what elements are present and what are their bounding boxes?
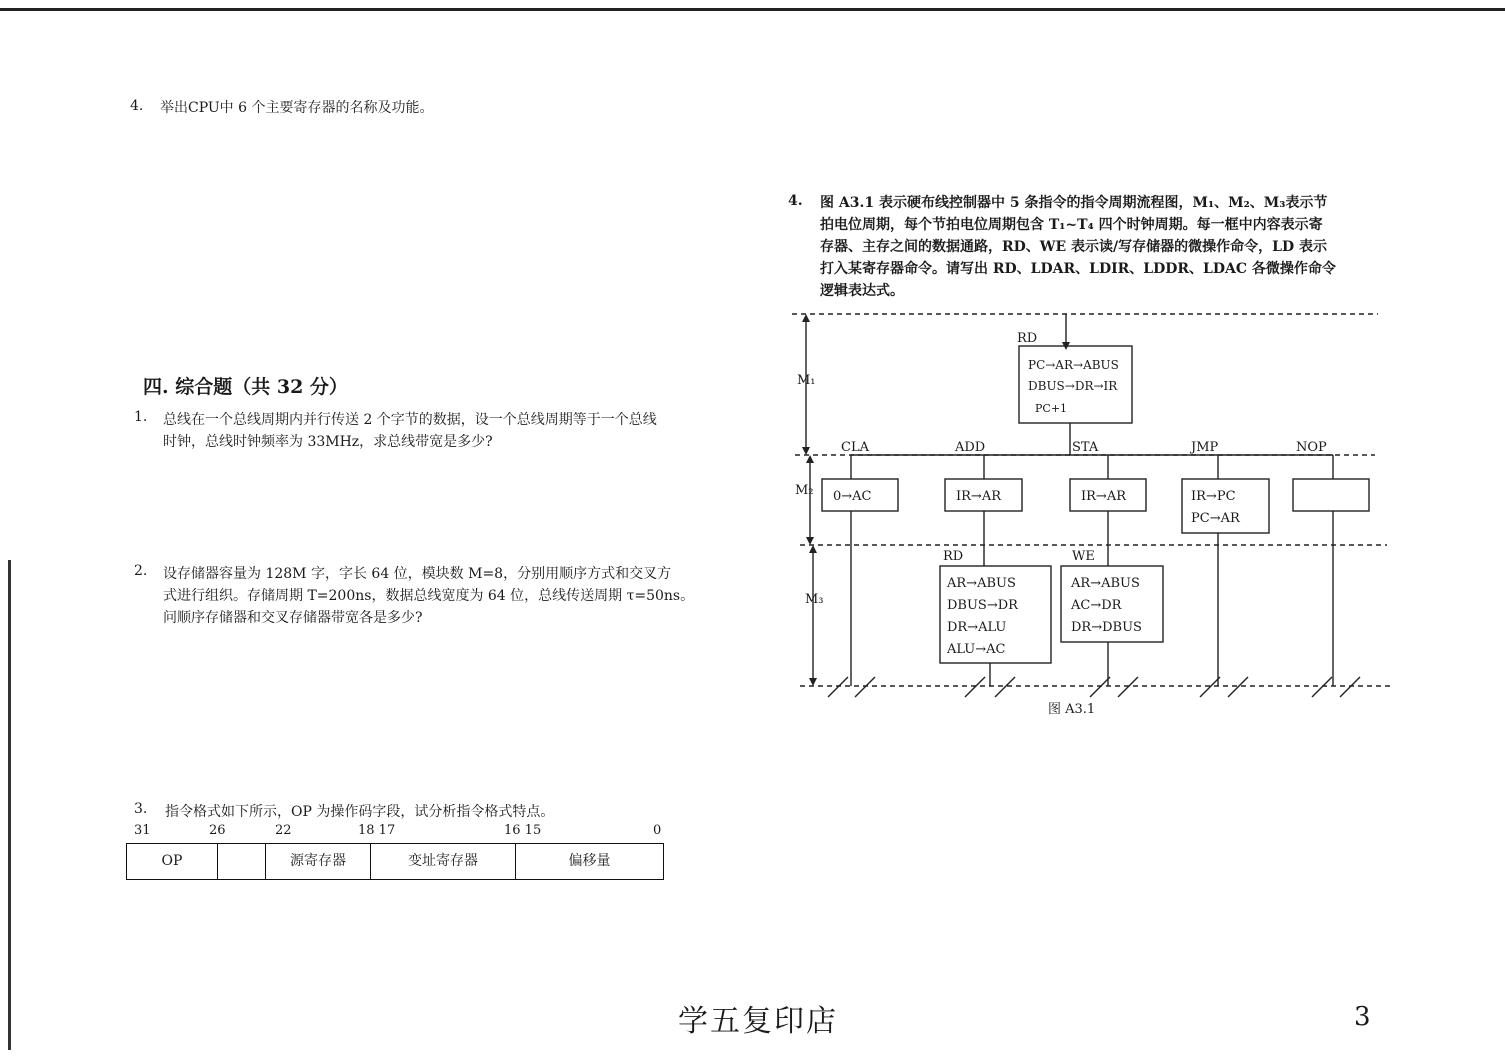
m3-sta-line-1: AR→ABUS (1071, 576, 1140, 591)
bit-label-22: 22 (275, 823, 292, 838)
question-2-line-2: 式进行组织。存储周期 T=200ns，数据总线宽度为 64 位，总线传送周期 τ=50ns。 (163, 588, 695, 604)
m3-add-line-2: DBUS→DR (947, 598, 1018, 613)
m3-sta-line-2: AC→DR (1071, 598, 1122, 613)
fetch-box-line-3: PC+1 (1035, 402, 1068, 415)
right-q4-line-1: 图 A3.1 表示硬布线控制器中 5 条指令的指令周期流程图，M₁、M₂、M₃表示节 (820, 195, 1328, 211)
section-title: 四. 综合题（共 32 分） (143, 376, 348, 398)
question-2-number: 2. (134, 563, 148, 579)
question-2-line-3: 问顺序存储器和交叉存储器带宽各是多少? (163, 610, 423, 626)
instr-label-add: ADD (955, 440, 986, 455)
phase-label-m3: M₃ (805, 592, 824, 607)
m2-box-nop (1293, 479, 1369, 511)
figure-caption: 图 A3.1 (1048, 702, 1096, 717)
m3-signal-rd: RD (943, 549, 964, 564)
m2-jmp-text-2: PC→AR (1191, 511, 1240, 526)
bit-label-26: 26 (209, 823, 226, 838)
question-1-line-2: 时钟，总线时钟频率为 33MHz，求总线带宽是多少? (163, 434, 493, 450)
m1-arrow-down (802, 447, 810, 455)
instr-label-nop: NOP (1296, 440, 1327, 455)
right-q4-line-3: 存器、主存之间的数据通路，RD、WE 表示读/写存储器的微操作命令，LD 表示 (820, 239, 1328, 255)
m3-signal-we: WE (1072, 549, 1095, 564)
right-q4-line-4: 打入某寄存器命令。请写出 RD、LDAR、LDIR、LDDR、LDAC 各微操作命令 (820, 261, 1336, 277)
question-3-text: 指令格式如下所示，OP 为操作码字段，试分析指令格式特点。 (165, 804, 555, 820)
m3-add-line-3: DR→ALU (947, 620, 1007, 635)
phase-label-m2: M₂ (795, 483, 814, 498)
instr-label-cla: CLA (841, 440, 869, 455)
ground-hatch (1200, 677, 1220, 697)
instr-label-jmp: JMP (1191, 440, 1219, 455)
m2-arrow-up (806, 455, 814, 463)
field-op: OP (127, 844, 218, 879)
bit-label-0: 0 (653, 823, 662, 838)
question-3-number: 3. (134, 801, 148, 817)
right-q4-line-2: 拍电位周期，每个节拍电位周期包含 T₁~T₄ 四个时钟周期。每一框中内容表示寄 (820, 217, 1323, 233)
ground-hatch (1090, 677, 1110, 697)
bit-label-16-15: 16 15 (504, 823, 542, 838)
ground-hatch (995, 677, 1015, 697)
bit-label-31: 31 (134, 823, 151, 838)
m1-arrow-up (802, 314, 810, 322)
ground-hatch (828, 677, 848, 697)
instr-label-sta: STA (1072, 440, 1099, 455)
m2-jmp-text-1: IR→PC (1191, 489, 1236, 504)
right-q4-line-5: 逻辑表达式。 (820, 283, 904, 299)
ground-hatch (855, 677, 875, 697)
copy-shop-name: 学五复印店 (678, 1004, 838, 1039)
m3-sta-line-3: DR→DBUS (1071, 620, 1142, 635)
right-question-4-number: 4. (788, 193, 803, 209)
m2-arrow-down (806, 537, 814, 545)
field-index-register: 变址寄存器 (371, 844, 516, 879)
m3-add-line-1: AR→ABUS (947, 576, 1016, 591)
question-2-line-1: 设存储器容量为 128M 字，字长 64 位，模块数 M=8，分别用顺序方式和交叉方 (163, 566, 672, 582)
ground-hatch (1118, 677, 1138, 697)
question-4-text: 举出CPU中 6 个主要寄存器的名称及功能。 (160, 100, 434, 116)
fetch-signal-rd: RD (1017, 331, 1038, 346)
ground-hatch (1228, 677, 1248, 697)
question-1-line-1: 总线在一个总线周期内并行传送 2 个字节的数据，设一个总线周期等于一个总线 (163, 412, 657, 428)
question-4-number: 4. (130, 98, 144, 114)
m3-arrow-down (809, 678, 817, 686)
fetch-box-line-2: DBUS→DR→IR (1028, 379, 1118, 393)
fetch-box-line-1: PC→AR→ABUS (1028, 358, 1119, 372)
ground-hatch (1312, 677, 1332, 697)
m3-add-line-4: ALU→AC (947, 642, 1006, 657)
m3-arrow-up (809, 545, 817, 553)
question-1-number: 1. (134, 409, 148, 425)
page-number: 3 (1354, 1002, 1371, 1032)
m2-add-text: IR→AR (956, 489, 1001, 504)
phase-label-m1: M₁ (797, 373, 816, 388)
field-source-register: 源寄存器 (266, 844, 371, 879)
ground-hatch (965, 677, 985, 697)
field-offset: 偏移量 (568, 853, 611, 869)
m2-cla-text: 0→AC (833, 489, 872, 504)
bit-label-18-17: 18 17 (358, 823, 396, 838)
m2-sta-text: IR→AR (1081, 489, 1126, 504)
ground-hatch (1340, 677, 1360, 697)
